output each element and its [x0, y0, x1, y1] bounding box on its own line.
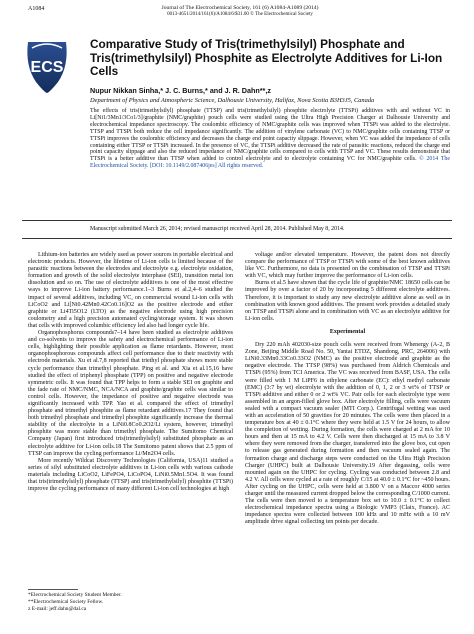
- ecs-logo-icon: [22, 38, 72, 94]
- journal-line: Journal of The Electrochemical Society, 161 (6) A1084-A1089 (2014): [161, 5, 319, 11]
- section-heading: Experimental: [329, 328, 366, 335]
- right-column: [245, 252, 450, 526]
- abstract-text: The effects of tris(trimethylsilyl) phosphate (TTSP) and tris(trimethylsilyl) phosphite electrolyte (TTSPi) additives with and without VC in Li[Ni1/3Mn1/3Co1/3]/graphite (NMC/graphite) pouch cells were studied using the Ultra High Precision Charger at Dalhousie University and electrochemical impedance spectroscopy. The coulombic efficiency of NMC/graphite cells was improved when TTSPi was added to the electrolyte. TTSP and TTSPi both reduce the cell impedance significantly. The addition of vinylene carbonate (VC) to NMC/graphite cells containing TTSP or TTSPi improves the coulombic efficiency and decreases the charge end point capacity slippage. However, when VC was added the impedance of cells containing either TTSP or TTSPi increased. In the presence of VC, the TTSPi additive decreased the rate of parasitic reactions, reduced the charge end point capacity slippage and also the reduced impedance of NMC/graphite cells compared to cells with TTSP and VC. These results demonstrate that TTSPi is a better additive than TTSP when added to control electrolyte and to electrolyte containing VC for NMC/graphite cells.: [90, 108, 450, 163]
- body-paragraph: Organophosphorus compounds7–14 have been studied as electrolyte additives and co-solvents to improve the safety and electrochemical performance of Li-ion cells, highlighting their possible application as flame retardants. However, most organophosphorous compounds affect cell performance due to their reactivity with electrode materials. Xu et al.7,8 reported that triethyl phosphate shows more stable cycle performance than trimethyl phosphate. Ping et al. and Xia et al.15,16 have studied the effect of triphenyl phosphate (TPP) on positive and negative electrode symmetric cells. It was found that TPP helps to form a stable SEI on graphite and the fade rate of NMC/NMC, NCA/NCA and graphite/graphite cells was similar to control cells. However, the impedance of positive and negative electrode was significantly increased with TPP. Yao et al. compared the effect of trimethyl phosphate and trimethyl phosphite as flame retardant additives.17 They found that both trimethyl phosphate and trimethyl phosphite significantly increase the thermal stability of the electrolyte in a LiNi0.8Co0.2O2/Li system, however, trimethyl phosphite was more stable than trimethyl phosphate. The Sumitomo Chemical Company (Japan) first introduced tris(trimethylsilyl) substituted phosphate as an electrolyte additive for Li-ion cells.18 The Sumitomo patent shows that 2.5 ppm of TTSP can improve the cycling performance Li/Mn2O4 cells.: [28, 330, 233, 457]
- body-paragraph: More recently Wildcat Discovery Technologies (California, USA)11 studied a series of silyl substituted electrolyte additives in Li-ion cells with various cathode materials including LiCoO2, LiFePO4, LiCoPO4, LiNi0.5Mn1.5O4. It was found that tris(trimethylsilyl) phosphate (TTSP) and tris(trimethylsilyl) phosphite (TTSPi) improve the cycling performance of many different Li-ion cell technologies at high: [28, 457, 233, 493]
- article-affiliation: Department of Physics and Atmospheric Science, Dalhousie University, Halifax, Nova Scotia B3H3J5, Canada: [90, 97, 375, 104]
- article-title: Comparative Study of Tris(trimethylsilyl) Phosphate and Tris(trimethylsilyl) Phosphite as Electrolyte Additives for Li-Ion Cells: [90, 37, 443, 79]
- manuscript-dates: Manuscript submitted March 26, 2014; revised manuscript received April 28, 2014. Published May 8, 2014.: [90, 226, 345, 232]
- footnote-rule: [28, 589, 78, 590]
- copyright-line[interactable]: © 2014 The Electrochemical Society. [DOI: 10.1149/2.087406jes] All rights reserved.: [90, 156, 450, 170]
- footnotes: [28, 592, 233, 612]
- body-paragraph: Dry 220 mAh 402030-size pouch cells were received from Whenergy (A-2, B Zone, Beijing Middle Road No. 50, Yantai ETDZ, Shandong, PRC, 264006) with LiNi0.33Mn0.33Co0.33O2 (NMC) as the positive electrode and graphite as the negative electrode. The TTSP (98%) was purchased from Aldrich Chemicals and TTSPi (95%) from TCI America. The VC was received from BASF, USA. The cells were filled with 1 M LiPF6 in ethylene carbonate (EC): ethyl methyl carbonate (EMC) (3:7 by wt) electrolyte with the addition of 0, 1, 2 or 3 wt% of TTSP or TTSPi additive and either 0 or 2 wt% VC. Pair cells for each electrolyte type were assembled in an argon-filled glove box. After electrolyte filling, cells were vacuum sealed with a compact vacuum sealer (MTI Corp.). Centrifugal wetting was used with an acceleration of 50 gravities for 20 minutes. The cells were then placed in a temperature box at 40 ± 0.1°C where they were held at 1.5 V for 24 hours, to allow the completion of wetting. During formation, the cells were charged at 2 mA for 10 hours and then at 15 mA to 4.2 V. Cells were then discharged at 15 mA to 3.8 V where they were removed from the charger, transferred into the glove box, cut open to release gas generated during formation and then vacuum sealed again. The formation charge and discharge steps were conducted on the Ultra High Precision Charger (UHPC) built at Dalhousie University.19 After degassing, cells were mounted again on the UHPC for cycling. Cycling was conducted between 2.8 and 4.2 V. All cells were cycled at a rate of roughly C/15 at 40.0 ± 0.1°C for ~450 hours. After cycling on the UHPC, cells were held at 3.800 V on a Maccor 4000 series charger until the measured current dropped below the corresponding C/1000 current. The cells were then moved to a temperature box set to 10.0 ± 0.1°C to collect electrochemical impedance spectra using a Biologic VMP3 (Claix, France). AC impedance spectra were collected between 100 kHz and 10 mHz with a 10 mV amplitude drive signal collecting ten points per decade.: [245, 342, 450, 526]
- divider: [22, 238, 452, 239]
- footnote-email: z E-mail: jeff.dahn@dal.ca: [28, 605, 87, 612]
- logo-text: ECS: [30, 59, 64, 76]
- footnote: **Electrochemical Society Fellow.: [28, 598, 104, 605]
- divider: [22, 220, 452, 221]
- body-paragraph: voltage and/or elevated temperature. However, the patent does not directly compare the performance of TTSP or TTSPi with some of the best known additives like VC. Furthermore, no data is presented on the combination of TTSP and TTSPi with VC, which may further improve the performance of Li-ion cells.: [245, 252, 450, 280]
- article-authors: Nupur Nikkan Sinha,* J. C. Burns,* and J. R. Dahn**,z: [90, 86, 271, 95]
- body-paragraph: Lithium-ion batteries are widely used as power sources in portable electrical and electronic products. However, the lifetime of Li-ion cells is limited because of the parasitic reactions between the electrodes and electrolyte e.g. electrolyte oxidation, formation and growth of the solid electrolyte interphase (SEI), transition metal ion dissolution and so on. The use of electrolyte additives is one of the most effective ways to improve Li-ion battery performance.1–3 Burns et al.2,4–6 studied the impact of several additives, including VC, on commercial wound Li-ion cells with LiCoO2 and Li[Ni0.42Mn0.42Co0.16]O2 as the positive electrode and either graphite or Li4Ti5O12 (LTO) as the negative electrode using high precision coulometry and a high precision automated cycling/storage system. It was shown that cells with improved columbic efficiency led also had longer cycle life.: [28, 252, 233, 329]
- abstract: [90, 108, 450, 170]
- journal-header: [110, 5, 370, 19]
- footnote: *Electrochemical Society Student Member.: [28, 592, 122, 598]
- doi-line: 0013-4651/2014/161(6)/A1084/6/$31.00 © The Electrochemical Society: [167, 11, 313, 17]
- body-paragraph: Burns et al.5 have shown that the cycle life of graphite/NMC 18650 cells can be improved by over a factor of 20 by incorporating 5 different electrolyte additives. Therefore, it is important to study any new electrolyte additive alone as well as in combination with known good additives. The present work provides a detailed study on TTSP and TTSPi alone and in combination with VC as an electrolyte additive for Li-ion cells.: [245, 280, 450, 322]
- left-column: [28, 252, 233, 493]
- page-id: A1084: [28, 6, 45, 12]
